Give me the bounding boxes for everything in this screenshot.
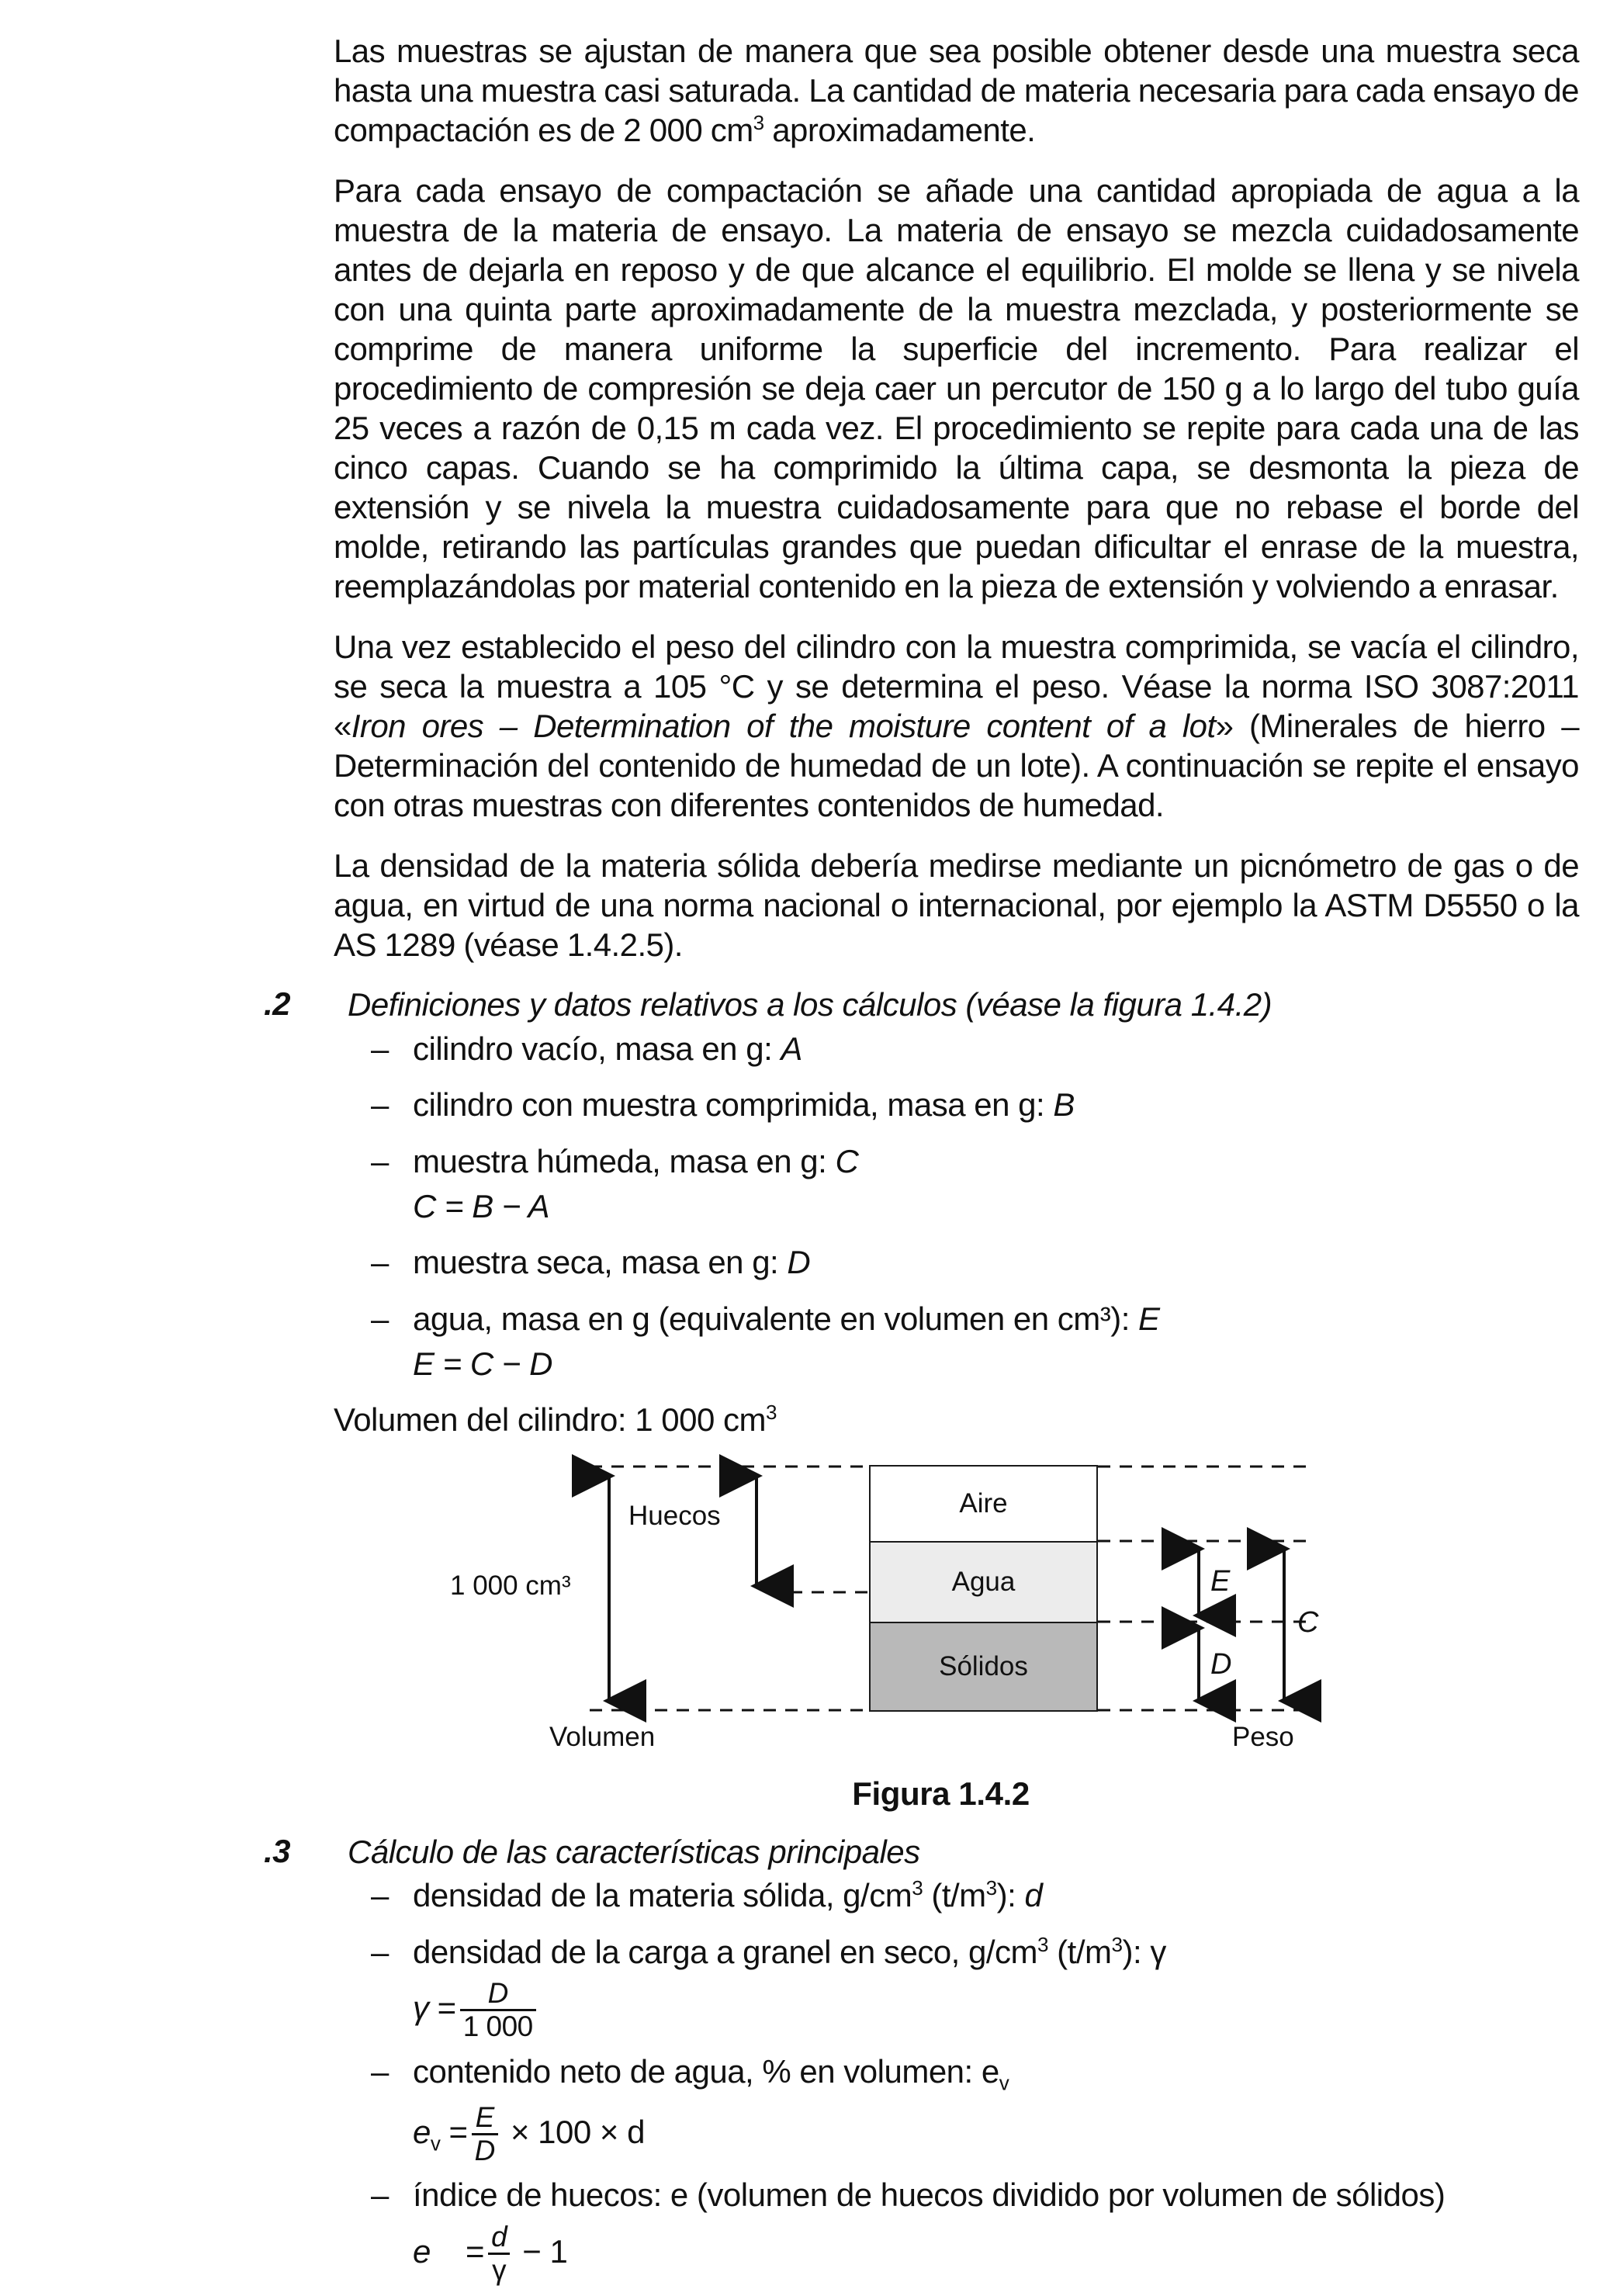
cylinder-volume-text: Volumen del cilindro: 1 000 cm (334, 1401, 766, 1439)
figure-axis-weight-label: Peso (1232, 1721, 1294, 1752)
formula-e-numerator: d (488, 2223, 510, 2255)
figure-mark-D: D (1210, 1647, 1232, 1681)
formula-e-denominator: γ (492, 2253, 507, 2286)
definition-item-E-symbol: E (1138, 1300, 1160, 1337)
calc-item-ev (334, 2052, 1579, 2096)
definition-item-B (334, 1086, 1579, 1124)
formula-e-fraction (488, 2220, 510, 2286)
dash-bullet-icon: – (371, 1244, 389, 1281)
formula-e (334, 2220, 1579, 2286)
calc-item-gamma-sup1: 3 (1037, 1932, 1049, 1956)
formula-gamma-operator: = (437, 1990, 456, 2027)
dash-bullet-icon: – (371, 1086, 389, 1124)
dash-bullet-icon: – (371, 1030, 389, 1067)
calc-item-gamma-pre: densidad de la carga a granel en seco, g/cm (413, 1933, 1038, 1970)
formula-e-tail: − 1 (522, 2233, 568, 2270)
section-3-number: .3 (264, 1832, 291, 1869)
figure-mark-C: C (1297, 1605, 1319, 1639)
paragraph-2-text: Para cada ensayo de compactación se añade una cantidad apropiada de agua a la muestra de la materia de ensayo. La materia de ensayo se mezcla cuidadosamente antes de dejarla en reposo y de que alcance el equilibrio. El molde se llena y se nivela con una quinta parte aproximadamente de la muestra mezclada, y posteriormente se comprime de manera uniforme la superficie del incremento. Para realizar el procedimiento de compresión se deja caer un percutor de 150 g a lo largo del tubo guía 25 veces a razón de 0,15 m cada vez. El procedimiento se repite para cada una de las cinco capas. Cuando se ha comprimido la última capa, se desmonta la pieza de extensión y se nivela la muestra cuidadosamente para que no rebase el borde del molde, retirando las partículas grandes que puedan dificultar el enrase de la muestra, reemplazándolas por material contenido en la pieza de extensión y volviendo a enrasar. (334, 172, 1579, 605)
calc-item-gamma-symbol: γ (1150, 1933, 1166, 1970)
dash-bullet-icon: – (371, 1877, 389, 1914)
figure-layer-agua (869, 1541, 1098, 1623)
definition-item-C-text: muestra húmeda, masa en g: (413, 1142, 836, 1179)
definition-item-B-symbol: B (1053, 1086, 1075, 1124)
paragraph-4-text: La densidad de la materia sólida debería medirse mediante un picnómetro de gas o de agua, en virtud de una norma nacional o internacional, por ejemplo la ASTM D5550 o la AS 1289 (véase 1.4.2.5). (334, 847, 1579, 964)
definition-item-C-symbol: C (835, 1142, 859, 1179)
figure-caption: Figura 1.4.2 (852, 1775, 1030, 1812)
section-2-number: .2 (264, 985, 291, 1023)
definition-item-D-symbol: D (787, 1244, 811, 1281)
figure-layer-aire-label: Aire (959, 1487, 1008, 1519)
calc-item-d-mid: (t/m (923, 1877, 986, 1914)
paragraph-4 (334, 846, 1579, 964)
calc-item-d-symbol: d (1024, 1877, 1043, 1914)
formula-ev-lhs-sub: v (430, 2132, 441, 2156)
formula-gamma-denominator: 1 000 (462, 2010, 533, 2042)
calc-item-gamma-post: ): (1122, 1933, 1151, 1970)
section-3-list-3 (334, 2176, 1579, 2215)
formula-ev-denominator: D (474, 2134, 495, 2166)
dash-bullet-icon: – (371, 2052, 389, 2090)
figure-voids-label: Huecos (628, 1500, 721, 1531)
definition-item-B-text: cilindro con muestra comprimida, masa en g: (413, 1086, 1054, 1124)
section-3-title: Cálculo de las características principales (348, 1833, 920, 1870)
section-3-list-2 (334, 2052, 1579, 2096)
definition-item-A-symbol: A (781, 1030, 802, 1067)
section-2-definition-list-2 (334, 1243, 1579, 1338)
dash-bullet-icon: – (371, 1142, 389, 1179)
definition-item-E-text: agua, masa en g (equivalente en volumen en cm³): (413, 1300, 1139, 1337)
definition-item-D-text: muestra seca, masa en g: (413, 1244, 788, 1281)
figure-1-4-2 (334, 1454, 1579, 1764)
paragraph-3 (334, 627, 1579, 825)
paragraph-1-run-1: Las muestras se ajustan de manera que sea posible obtener desde una muestra seca hasta una muestra casi saturada. La cantidad de materia necesaria para cada ensayo de compactación es de 2 000 cm (334, 33, 1579, 149)
definition-item-E (334, 1300, 1579, 1338)
paragraph-1 (334, 31, 1579, 150)
calc-item-gamma-sup2: 3 (1111, 1932, 1123, 1956)
cylinder-volume-superscript: 3 (765, 1401, 777, 1425)
formula-ev-tail: × 100 × d (510, 2113, 645, 2150)
definition-item-A (334, 1030, 1579, 1068)
formula-e-lhs: e (413, 2233, 431, 2270)
paragraph-1-superscript: 3 (753, 111, 764, 135)
dash-bullet-icon: – (371, 1300, 389, 1337)
paragraph-3-run-3: » (Minerales de hierro – Determinación del contenido de humedad de un lote). A continuación se repite el ensayo con otras muestras con diferentes contenidos de humedad. (334, 708, 1580, 824)
paragraph-1-run-3: aproximadamente. (763, 112, 1036, 149)
calc-item-d-post: ): (996, 1877, 1025, 1914)
figure-layer-solidos (869, 1622, 1098, 1712)
dash-bullet-icon: – (371, 2177, 389, 2214)
figure-layer-solidos-label: Sólidos (939, 1650, 1028, 1681)
section-3 (264, 1832, 1579, 1872)
cylinder-volume-line (334, 1401, 1579, 1439)
formula-gamma-numerator: D (460, 1979, 536, 2011)
formula-gamma-lhs: γ (413, 1990, 429, 2027)
calc-item-d (334, 1876, 1579, 1915)
calc-item-d-sup2: 3 (985, 1876, 997, 1900)
figure-mark-E: E (1210, 1564, 1231, 1598)
section-2-definition-list (334, 1030, 1579, 1181)
equation-E: E = C − D (413, 1345, 552, 1383)
section-2 (264, 985, 1579, 1024)
paragraph-2 (334, 171, 1579, 606)
formula-ev (334, 2100, 1579, 2166)
figure-layer-agua-label: Agua (951, 1566, 1016, 1597)
formula-ev-operator: = (448, 2113, 468, 2150)
formula-ev-lhs: e (413, 2113, 431, 2150)
definition-item-D (334, 1243, 1579, 1282)
paragraph-3-run-1: Una vez establecido el peso del cilindro con la muestra comprimida, se vacía el cilindro, se seca la muestra a 105 °C y se determina el peso. Véase la norma ISO 3087:2011 « (334, 629, 1579, 745)
formula-gamma-fraction (460, 1979, 536, 2041)
equation-C: C = B − A (413, 1187, 550, 1224)
text-column (264, 31, 1580, 2296)
definition-item-A-text: cilindro vacío, masa en g: (413, 1030, 781, 1067)
figure-layer-aire (869, 1465, 1098, 1543)
calc-item-e (334, 2176, 1579, 2215)
calc-item-d-sup1: 3 (912, 1876, 923, 1900)
formula-gamma (334, 1979, 1579, 2041)
paragraph-3-italic-title: Iron ores – Determination of the moisture content of a lot (351, 708, 1216, 745)
definition-item-C (334, 1142, 1579, 1181)
formula-ev-fraction (472, 2100, 498, 2166)
calc-item-d-pre: densidad de la materia sólida, g/cm (413, 1877, 912, 1914)
calc-item-e-pre: índice de huecos: e (volumen de huecos dividido por volumen de sólidos) (413, 2177, 1446, 2214)
calc-item-gamma-mid: (t/m (1048, 1933, 1112, 1970)
calc-item-ev-subscript: v (999, 2071, 1009, 2095)
formula-ev-numerator: E (472, 2104, 498, 2135)
formula-e-operator: = (466, 2233, 485, 2270)
section-3-list (334, 1876, 1579, 1972)
calc-item-gamma (334, 1933, 1579, 1972)
section-2-title: Definiciones y datos relativos a los cálculos (véase la figura 1.4.2) (348, 986, 1272, 1023)
dash-bullet-icon: – (371, 1933, 389, 1970)
figure-total-volume-label: 1 000 cm³ (450, 1570, 571, 1601)
calc-item-ev-pre: contenido neto de agua, % en volumen: e (413, 2052, 999, 2090)
figure-axis-volume-label: Volumen (549, 1721, 656, 1752)
